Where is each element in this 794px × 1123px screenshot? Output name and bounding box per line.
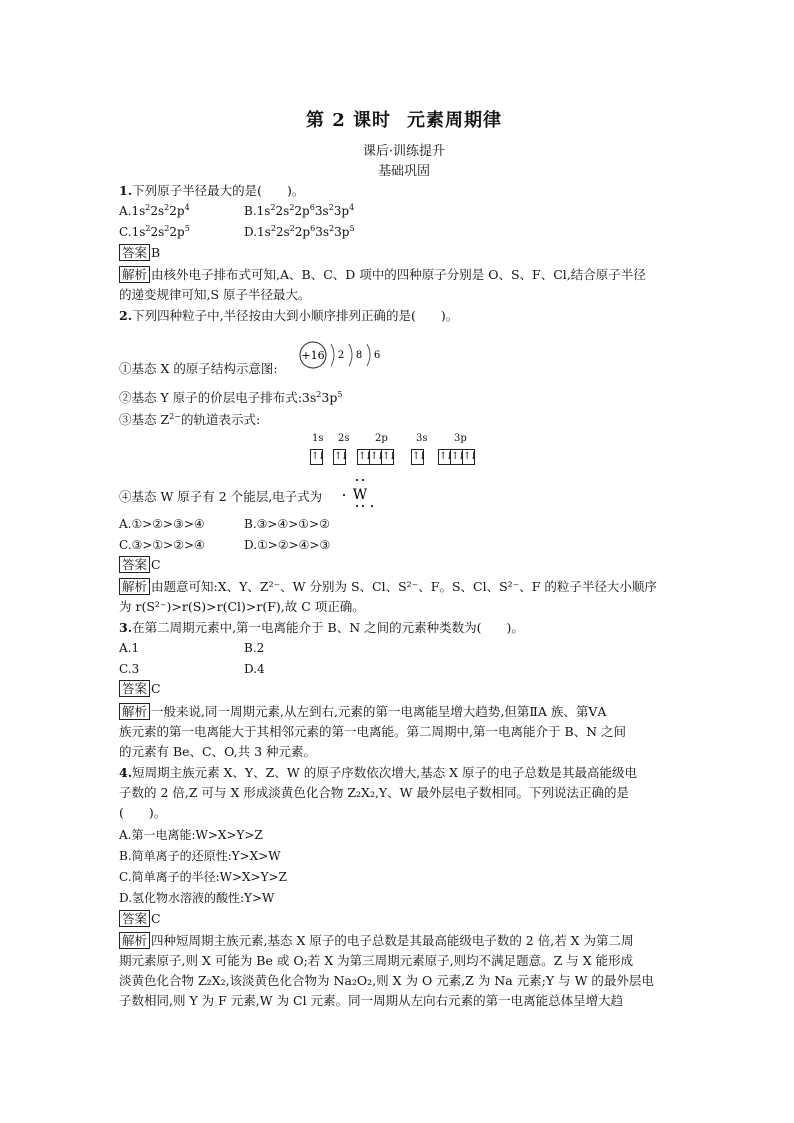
shell-1-electrons: 2 — [337, 350, 345, 361]
orbital-label-2p: 2p — [375, 433, 388, 444]
answer-tag: 答案 — [119, 244, 150, 261]
q4-option-c: C.简单离子的半径:W>X>Y>Z — [119, 870, 287, 884]
q1-option-b: $B.1s^22s^22p^63s^23p^4$ — [244, 203, 355, 218]
question-4-stem-line1: 4.短周期主族元素 X、Y、Z、W 的原子序数依次增大,基态 X 原子的电子总数是其最高能级电 — [119, 765, 638, 780]
q3-option-c: C.3 — [119, 662, 140, 676]
q2-item-1: ①基态 X 的原子结构示意图: — [119, 361, 278, 376]
q2-answer: 答案 C — [119, 556, 161, 574]
q4-analysis-line4: 子数相同,则 Y 为 F 元素,W 为 Cl 元素。同一周期从左向右元素的第一电离能总体呈增大趋 — [119, 993, 624, 1008]
q2-analysis-line1: 解析 由题意可知:X、Y、Z²⁻、W 分别为 S、Cl、S²⁻、F。S、Cl、S²⁻、F 的粒子半径大小顺序 — [119, 578, 657, 596]
answer-tag: 答案 — [119, 910, 150, 927]
q1-answer: 答案 B — [119, 244, 160, 262]
q2-item-3: ③基态 $Z^{2-}$的轨道表示式: — [119, 411, 261, 427]
q3-answer: 答案 C — [119, 680, 161, 698]
q4-analysis-line3: 淡黄色化合物 Z₂X₂,该淡黄色化合物为 Na₂O₂,则 X 为 O 元素,Z 为 Na 元素;Y 与 W 的最外层电 — [119, 973, 654, 988]
q4-option-a: A.第一电离能:W>X>Y>Z — [119, 828, 263, 842]
analysis-tag: 解析 — [119, 703, 150, 720]
orbital-box-3p: ↑↓ ↑↓ ↑↓ — [438, 449, 475, 465]
electron-formula-symbol: W — [352, 487, 368, 503]
question-3-stem: 3.在第二周期元素中,第一电离能介于 B、N 之间的元素种类数为( )。 — [119, 620, 524, 635]
q3-option-d: D.4 — [244, 662, 265, 676]
q4-option-d: D.氢化物水溶液的酸性:Y>W — [119, 891, 275, 905]
q3-analysis-line1: 解析 一般来说,同一周期元素,从左到右,元素的第一电离能呈增大趋势,但第ⅡA 族、第ⅤA — [119, 703, 606, 721]
nucleus-charge: +16 — [301, 349, 325, 362]
analysis-tag: 解析 — [119, 266, 150, 283]
q4-analysis-line1: 解析 四种短周期主族元素,基态 X 原子的电子总数是其最高能级电子数的 2 倍,若 X 为第二周 — [119, 932, 634, 950]
q1-analysis-line1: 解析 由核外电子排布式可知,A、B、C、D 项中的四种原子分别是 O、S、F、Cl,结合原子半径 — [119, 266, 646, 284]
shell-2-electrons: 8 — [355, 350, 363, 361]
shell-3-electrons: 6 — [373, 350, 381, 361]
question-2-stem: 2.下列四种粒子中,半径按由大到小顺序排列正确的是( )。 — [119, 308, 459, 323]
orbital-label-3s: 3s — [416, 433, 428, 444]
analysis-tag: 解析 — [119, 578, 150, 595]
subtitle: 课后·训练提升 — [362, 144, 446, 159]
answer-tag: 答案 — [119, 680, 150, 697]
q2-option-b: B.③>④>①>② — [244, 517, 330, 531]
q2-item-4: ④基态 W 原子有 2 个能层,电子式为 — [119, 489, 323, 504]
orbital-label-3p: 3p — [454, 433, 467, 444]
electron-dot-formula — [338, 476, 378, 510]
atomic-structure-diagram — [298, 340, 388, 372]
q4-answer: 答案 C — [119, 910, 161, 928]
orbital-box-3s: ↑↓ — [411, 449, 424, 465]
q4-option-b: B.简单离子的还原性:Y>X>W — [119, 849, 281, 863]
analysis-tag: 解析 — [119, 932, 150, 949]
q1-option-d: $D.1s^22s^22p^63s^23p^5$ — [244, 224, 355, 239]
question-4-stem-line3: ( )。 — [119, 805, 167, 820]
orbital-box-1s: ↑↓ — [310, 449, 323, 465]
q1-analysis-line2: 的递变规律可知,S 原子半径最大。 — [119, 287, 311, 302]
orbital-box-2p: ↑↓ ↑↓ ↑↓ — [357, 449, 394, 465]
q3-option-b: B.2 — [244, 641, 265, 655]
q3-analysis-line2: 族元素的第一电离能大于其相邻元素的第一电离能。第二周期中,第一电离能介于 B、N 之间 — [119, 724, 627, 739]
page-title: 第 2 课时 元素周期律 — [305, 110, 503, 131]
q3-analysis-line3: 的元素有 Be、C、O,共 3 种元素。 — [119, 744, 317, 759]
q1-option-c: $C.1s^22s^22p^5$ — [119, 224, 190, 239]
q1-option-a: $A.1s^22s^22p^4$ — [119, 203, 190, 218]
q2-option-d: D.①>②>④>③ — [244, 538, 331, 552]
q2-option-c: C.③>①>②>④ — [119, 538, 205, 552]
question-1-stem: 1.下列原子半径最大的是( )。 — [119, 183, 305, 198]
section-heading: 基础巩固 — [377, 164, 430, 179]
question-4-stem-line2: 子数的 2 倍,Z 可与 X 形成淡黄色化合物 Z₂X₂,Y、W 最外层电子数相同。下列说法正确的是 — [119, 785, 630, 800]
q4-analysis-line2: 期元素原子,则 X 可能为 Be 或 O;若 X 为第三周期元素原子,则均不满足题意。Z 与 X 能形成 — [119, 953, 634, 968]
orbital-label-1s: 1s — [312, 433, 324, 444]
q2-analysis-line2: 为 r(S²⁻)>r(S)>r(Cl)>r(F),故 C 项正确。 — [119, 599, 365, 614]
answer-tag: 答案 — [119, 556, 150, 573]
q2-option-a: A.①>②>③>④ — [119, 517, 205, 531]
orbital-label-2s: 2s — [338, 433, 350, 444]
orbital-box-2s: ↑↓ — [333, 449, 346, 465]
q3-option-a: A.1 — [119, 641, 140, 655]
q2-item-2: ②基态 Y 原子的价层电子排布式$:3s^23p^5$ — [119, 389, 343, 405]
